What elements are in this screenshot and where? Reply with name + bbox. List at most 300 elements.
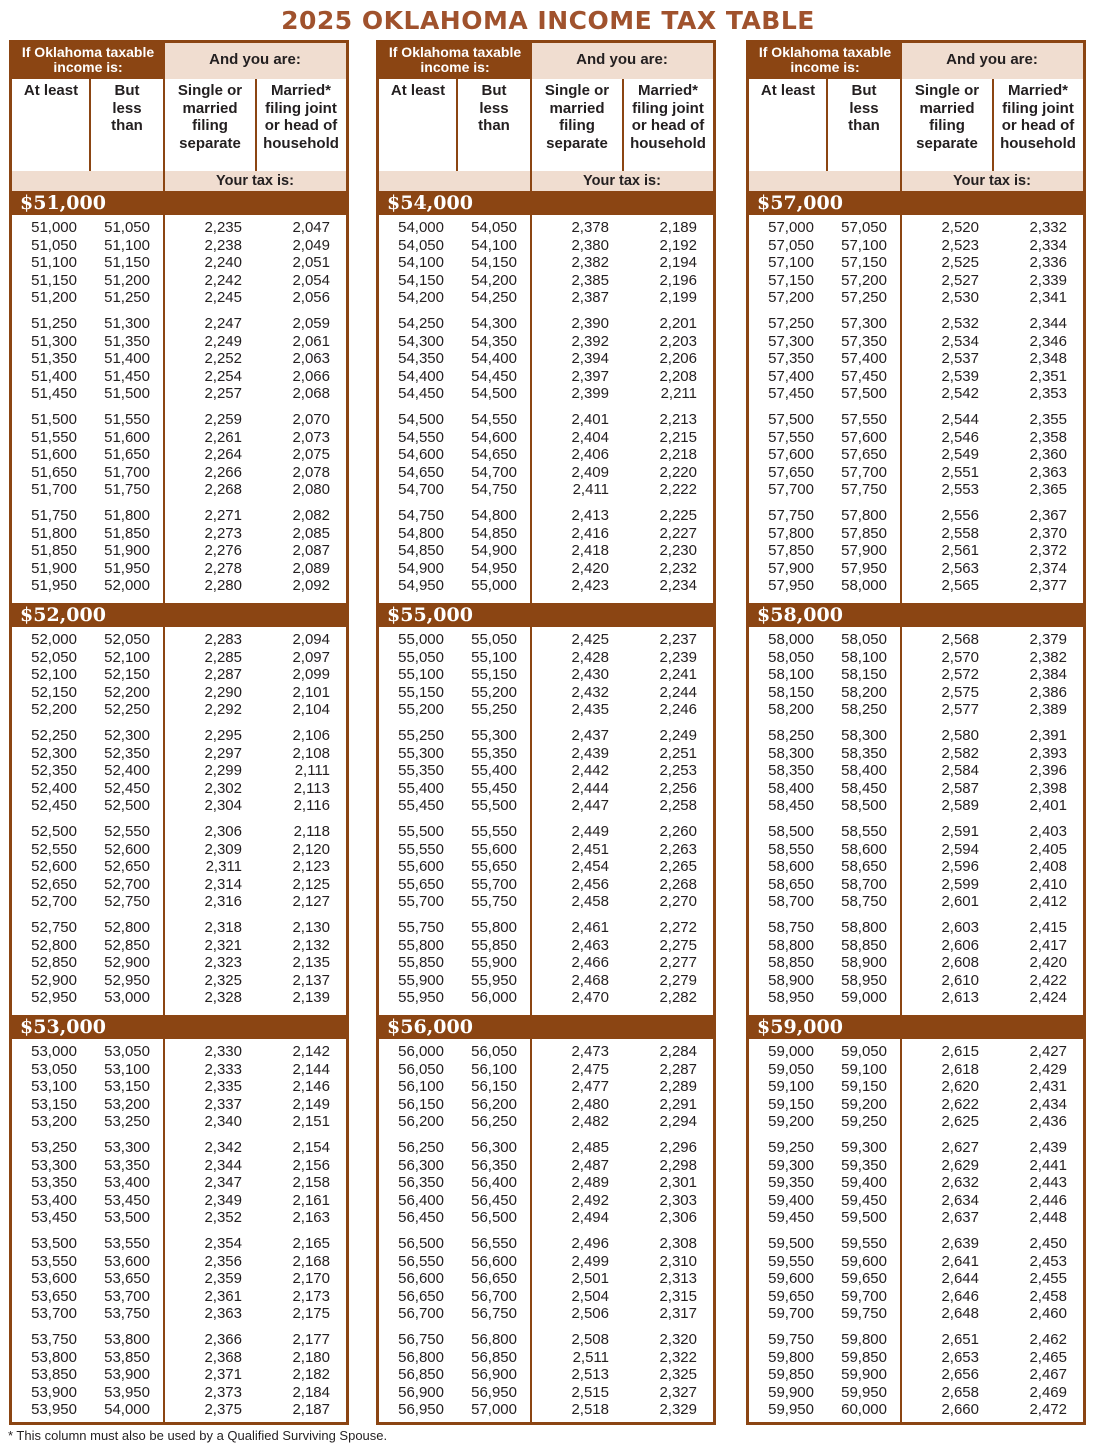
- but-less-than-value: 58,250: [841, 701, 887, 719]
- single-tax-value: 2,515: [571, 1383, 609, 1401]
- at-least-value: 53,050: [31, 1060, 77, 1078]
- but-less-than-value: 59,250: [841, 1113, 887, 1131]
- married-tax-value: 2,241: [659, 666, 697, 684]
- married-tax-value: 2,056: [292, 289, 330, 307]
- but-less-than-value: 55,900: [471, 954, 517, 972]
- single-tax-value: 2,494: [571, 1209, 609, 1227]
- table-row: [12, 727, 346, 745]
- married-tax-value: 2,429: [1029, 1060, 1067, 1078]
- at-least-value: 52,300: [31, 744, 77, 762]
- but-less-than-value: 55,050: [471, 631, 517, 648]
- single-tax-value: 2,660: [941, 1401, 979, 1419]
- but-less-than-value: 59,150: [841, 1078, 887, 1096]
- single-tax-value: 2,551: [941, 463, 979, 481]
- table-row: [12, 666, 346, 684]
- at-least-value: 51,950: [31, 577, 77, 595]
- married-tax-value: 2,348: [1029, 350, 1067, 368]
- married-tax-value: 2,303: [659, 1191, 697, 1209]
- married-tax-value: 2,263: [659, 840, 697, 858]
- but-less-than-value: 52,950: [104, 971, 150, 989]
- section-label: $59,000: [757, 1016, 843, 1038]
- single-tax-value: 2,470: [571, 989, 609, 1007]
- single-tax-value: 2,375: [204, 1401, 242, 1419]
- married-tax-value: 2,389: [1029, 701, 1067, 719]
- table-row: [749, 858, 1083, 876]
- table-row: [12, 858, 346, 876]
- but-less-than-value: 58,300: [841, 727, 887, 744]
- at-least-value: 55,300: [398, 744, 444, 762]
- but-less-than-value: 56,100: [471, 1060, 517, 1078]
- table-row: [12, 823, 346, 841]
- married-tax-value: 2,424: [1029, 989, 1067, 1007]
- married-tax-value: 2,201: [659, 315, 697, 332]
- married-tax-value: 2,101: [292, 683, 330, 701]
- table-row: [749, 631, 1083, 649]
- but-less-than-value: 52,350: [104, 744, 150, 762]
- table-row: [749, 525, 1083, 543]
- married-tax-value: 2,049: [292, 236, 330, 254]
- but-less-than-value: 58,050: [841, 631, 887, 648]
- single-tax-value: 2,340: [204, 1113, 242, 1131]
- single-tax-value: 2,651: [941, 1331, 979, 1348]
- married-tax-value: 2,289: [659, 1078, 697, 1096]
- but-less-than-value: 52,200: [104, 683, 150, 701]
- at-least-value: 51,250: [31, 315, 77, 332]
- married-tax-value: 2,382: [1029, 648, 1067, 666]
- table-row: [12, 1192, 346, 1210]
- at-least-value: 52,850: [31, 954, 77, 972]
- married-tax-value: 2,360: [1029, 446, 1067, 464]
- at-least-value: 57,300: [768, 332, 814, 350]
- but-less-than-value: 60,000: [841, 1401, 887, 1419]
- single-tax-value: 2,271: [204, 507, 242, 524]
- married-tax-value: 2,427: [1029, 1043, 1067, 1060]
- single-tax-value: 2,639: [941, 1235, 979, 1252]
- table-row: [379, 1113, 713, 1131]
- single-tax-value: 2,558: [941, 524, 979, 542]
- single-tax-value: 2,527: [941, 271, 979, 289]
- but-less-than-value: 56,650: [471, 1270, 517, 1288]
- table-row: [12, 1209, 346, 1227]
- table-row: [749, 429, 1083, 447]
- tax-column-panel: [376, 40, 716, 1425]
- table-row: [749, 1157, 1083, 1175]
- at-least-value: 54,450: [398, 385, 444, 403]
- married-tax-value: 2,370: [1029, 524, 1067, 542]
- at-least-value: 55,050: [398, 648, 444, 666]
- at-least-value: 51,200: [31, 289, 77, 307]
- at-least-value: 59,950: [768, 1401, 814, 1419]
- at-least-value: 58,650: [768, 875, 814, 893]
- single-tax-value: 2,328: [204, 989, 242, 1007]
- at-least-value: 59,750: [768, 1331, 814, 1348]
- but-less-than-value: 51,650: [104, 446, 150, 464]
- married-tax-value: 2,156: [292, 1156, 330, 1174]
- but-less-than-value: 51,100: [104, 236, 150, 254]
- married-tax-value: 2,142: [292, 1043, 330, 1060]
- table-row: [379, 1384, 713, 1402]
- at-least-value: 51,350: [31, 350, 77, 368]
- at-least-value: 51,850: [31, 542, 77, 560]
- single-tax-value: 2,466: [571, 954, 609, 972]
- table-row: [379, 560, 713, 578]
- married-tax-value: 2,458: [1029, 1287, 1067, 1305]
- at-least-value: 54,500: [398, 411, 444, 428]
- single-tax-value: 2,318: [204, 919, 242, 936]
- at-least-value: 55,950: [398, 989, 444, 1007]
- section-header: [749, 191, 1083, 215]
- at-least-value: 51,000: [31, 219, 77, 236]
- but-less-than-value: 58,800: [841, 919, 887, 936]
- married-tax-value: 2,099: [292, 666, 330, 684]
- single-tax-value: 2,273: [204, 524, 242, 542]
- but-less-than-value: 52,800: [104, 919, 150, 936]
- tax-column-panel: [9, 40, 349, 1425]
- single-tax-value: 2,656: [941, 1366, 979, 1384]
- table-row: [749, 684, 1083, 702]
- table-row: [12, 446, 346, 464]
- table-row: [379, 858, 713, 876]
- at-least-value: 56,250: [398, 1139, 444, 1156]
- at-least-value: 54,250: [398, 315, 444, 332]
- table-row: [749, 919, 1083, 937]
- single-tax-value: 2,302: [204, 779, 242, 797]
- single-tax-value: 2,601: [941, 893, 979, 911]
- single-tax-value: 2,245: [204, 289, 242, 307]
- married-tax-value: 2,443: [1029, 1174, 1067, 1192]
- header-at-least: At least: [760, 82, 816, 99]
- single-tax-value: 2,287: [204, 666, 242, 684]
- but-less-than-value: 53,400: [104, 1174, 150, 1192]
- but-less-than-value: 59,500: [841, 1209, 887, 1227]
- married-tax-value: 2,184: [292, 1383, 330, 1401]
- but-less-than-value: 51,550: [104, 411, 150, 428]
- single-tax-value: 2,378: [571, 219, 609, 236]
- at-least-value: 52,150: [31, 683, 77, 701]
- single-tax-value: 2,508: [571, 1331, 609, 1348]
- married-tax-value: 2,363: [1029, 463, 1067, 481]
- but-less-than-value: 51,250: [104, 289, 150, 307]
- at-least-value: 59,550: [768, 1252, 814, 1270]
- table-row: [749, 577, 1083, 595]
- table-row: [749, 560, 1083, 578]
- at-least-value: 59,800: [768, 1348, 814, 1366]
- but-less-than-value: 58,500: [841, 797, 887, 815]
- table-row: [749, 1401, 1083, 1419]
- table-row: [379, 464, 713, 482]
- header-divider: [456, 79, 458, 171]
- single-tax-value: 2,404: [571, 428, 609, 446]
- married-tax-value: 2,068: [292, 385, 330, 403]
- single-tax-value: 2,397: [571, 367, 609, 385]
- single-tax-value: 2,625: [941, 1113, 979, 1131]
- table-row: [379, 1192, 713, 1210]
- single-tax-value: 2,648: [941, 1305, 979, 1323]
- single-tax-value: 2,399: [571, 385, 609, 403]
- but-less-than-value: 57,500: [841, 385, 887, 403]
- table-row: [12, 684, 346, 702]
- single-tax-value: 2,411: [572, 481, 609, 499]
- at-least-value: 56,200: [398, 1113, 444, 1131]
- table-row: [379, 631, 713, 649]
- but-less-than-value: 58,150: [841, 666, 887, 684]
- table-row: [379, 954, 713, 972]
- but-less-than-value: 59,800: [841, 1331, 887, 1348]
- table-row: [749, 1043, 1083, 1061]
- but-less-than-value: 54,400: [471, 350, 517, 368]
- header-single: Single or married filing separate: [914, 82, 980, 152]
- at-least-value: 56,700: [398, 1305, 444, 1323]
- table-row: [749, 797, 1083, 815]
- married-tax-value: 2,279: [659, 971, 697, 989]
- table-row: [12, 507, 346, 525]
- at-least-value: 58,300: [768, 744, 814, 762]
- at-least-value: 51,650: [31, 463, 77, 481]
- column-header: [379, 43, 713, 191]
- married-tax-value: 2,315: [659, 1287, 697, 1305]
- at-least-value: 59,700: [768, 1305, 814, 1323]
- table-row: [749, 333, 1083, 351]
- married-tax-value: 2,294: [659, 1113, 697, 1131]
- at-least-value: 55,100: [398, 666, 444, 684]
- married-tax-value: 2,365: [1029, 481, 1067, 499]
- but-less-than-value: 57,550: [841, 411, 887, 428]
- table-row: [379, 1366, 713, 1384]
- single-tax-value: 2,257: [204, 385, 242, 403]
- table-row: [12, 289, 346, 307]
- but-less-than-value: 52,700: [104, 875, 150, 893]
- married-tax-value: 2,472: [1029, 1401, 1067, 1419]
- single-tax-value: 2,449: [571, 823, 609, 840]
- married-tax-value: 2,211: [660, 385, 697, 403]
- table-row: [379, 289, 713, 307]
- single-tax-value: 2,297: [204, 744, 242, 762]
- married-tax-value: 2,063: [292, 350, 330, 368]
- header-your-tax-is: Your tax is:: [164, 171, 346, 191]
- married-tax-value: 2,410: [1029, 875, 1067, 893]
- at-least-value: 58,150: [768, 683, 814, 701]
- married-tax-value: 2,408: [1029, 858, 1067, 876]
- married-tax-value: 2,082: [292, 507, 330, 524]
- header-if-oklahoma: If Oklahoma taxable income is:: [379, 43, 531, 79]
- at-least-value: 55,500: [398, 823, 444, 840]
- but-less-than-value: 54,350: [471, 332, 517, 350]
- but-less-than-value: 57,150: [841, 254, 887, 272]
- single-tax-value: 2,482: [571, 1113, 609, 1131]
- married-tax-value: 2,208: [659, 367, 697, 385]
- married-tax-value: 2,334: [1029, 236, 1067, 254]
- at-least-value: 51,050: [31, 236, 77, 254]
- single-tax-value: 2,356: [204, 1252, 242, 1270]
- section-label: $53,000: [20, 1016, 106, 1038]
- but-less-than-value: 55,750: [471, 893, 517, 911]
- table-row: [12, 333, 346, 351]
- at-least-value: 52,550: [31, 840, 77, 858]
- married-tax-value: 2,417: [1029, 936, 1067, 954]
- but-less-than-value: 56,150: [471, 1078, 517, 1096]
- single-tax-value: 2,568: [941, 631, 979, 648]
- married-tax-value: 2,439: [1029, 1139, 1067, 1156]
- but-less-than-value: 56,500: [471, 1209, 517, 1227]
- table-row: [379, 333, 713, 351]
- section-label: $55,000: [387, 604, 473, 626]
- at-least-value: 55,150: [398, 683, 444, 701]
- at-least-value: 51,300: [31, 332, 77, 350]
- but-less-than-value: 52,000: [104, 577, 150, 595]
- but-less-than-value: 59,750: [841, 1305, 887, 1323]
- but-less-than-value: 57,100: [841, 236, 887, 254]
- single-tax-value: 2,496: [571, 1235, 609, 1252]
- married-tax-value: 2,104: [292, 701, 330, 719]
- married-tax-value: 2,291: [659, 1095, 697, 1113]
- married-tax-value: 2,161: [292, 1191, 330, 1209]
- married-tax-value: 2,168: [292, 1252, 330, 1270]
- at-least-value: 57,550: [768, 428, 814, 446]
- at-least-value: 54,650: [398, 463, 444, 481]
- but-less-than-value: 57,950: [841, 559, 887, 577]
- table-row: [749, 823, 1083, 841]
- but-less-than-value: 56,400: [471, 1174, 517, 1192]
- at-least-value: 58,000: [768, 631, 814, 648]
- single-tax-value: 2,352: [204, 1209, 242, 1227]
- but-less-than-value: 57,050: [841, 219, 887, 236]
- table-row: [12, 272, 346, 290]
- married-tax-value: 2,165: [292, 1235, 330, 1252]
- single-tax-value: 2,387: [571, 289, 609, 307]
- table-row: [12, 464, 346, 482]
- single-tax-value: 2,504: [571, 1287, 609, 1305]
- single-tax-value: 2,480: [571, 1095, 609, 1113]
- table-row: [749, 1349, 1083, 1367]
- at-least-value: 53,700: [31, 1305, 77, 1323]
- tax-column-panel: [746, 40, 1086, 1425]
- single-tax-value: 2,268: [204, 481, 242, 499]
- but-less-than-value: 56,750: [471, 1305, 517, 1323]
- married-tax-value: 2,358: [1029, 428, 1067, 446]
- but-less-than-value: 55,850: [471, 936, 517, 954]
- table-row: [749, 1366, 1083, 1384]
- married-tax-value: 2,070: [292, 411, 330, 428]
- header-and-you-are: And you are:: [531, 43, 713, 79]
- married-tax-value: 2,453: [1029, 1252, 1067, 1270]
- single-tax-value: 2,276: [204, 542, 242, 560]
- table-row: [12, 989, 346, 1007]
- single-tax-value: 2,373: [204, 1383, 242, 1401]
- table-row: [379, 666, 713, 684]
- table-row: [749, 1270, 1083, 1288]
- but-less-than-value: 52,250: [104, 701, 150, 719]
- single-tax-value: 2,442: [571, 762, 609, 780]
- single-tax-value: 2,330: [204, 1043, 242, 1060]
- table-row: [749, 1174, 1083, 1192]
- but-less-than-value: 56,000: [471, 989, 517, 1007]
- at-least-value: 56,550: [398, 1252, 444, 1270]
- table-row: [379, 1043, 713, 1061]
- single-tax-value: 2,463: [571, 936, 609, 954]
- table-row: [749, 1061, 1083, 1079]
- at-least-value: 52,750: [31, 919, 77, 936]
- but-less-than-value: 57,650: [841, 446, 887, 464]
- single-tax-value: 2,335: [204, 1078, 242, 1096]
- single-tax-value: 2,553: [941, 481, 979, 499]
- at-least-value: 59,050: [768, 1060, 814, 1078]
- married-tax-value: 2,120: [292, 840, 330, 858]
- table-row: [12, 1331, 346, 1349]
- single-tax-value: 2,544: [941, 411, 979, 428]
- table-row: [12, 237, 346, 255]
- table-row: [379, 1157, 713, 1175]
- married-tax-value: 2,234: [659, 577, 697, 595]
- but-less-than-value: 51,900: [104, 542, 150, 560]
- married-tax-value: 2,301: [659, 1174, 697, 1192]
- married-tax-value: 2,320: [659, 1331, 697, 1348]
- married-tax-value: 2,351: [1029, 367, 1067, 385]
- table-row: [379, 1235, 713, 1253]
- table-row: [749, 937, 1083, 955]
- single-tax-value: 2,385: [571, 271, 609, 289]
- married-tax-value: 2,227: [659, 524, 697, 542]
- single-tax-value: 2,447: [571, 797, 609, 815]
- table-row: [749, 762, 1083, 780]
- single-tax-value: 2,575: [941, 683, 979, 701]
- married-tax-value: 2,078: [292, 463, 330, 481]
- table-row: [12, 385, 346, 403]
- married-tax-value: 2,265: [659, 858, 697, 876]
- at-least-value: 55,250: [398, 727, 444, 744]
- table-row: [749, 464, 1083, 482]
- but-less-than-value: 58,400: [841, 762, 887, 780]
- but-less-than-value: 55,300: [471, 727, 517, 744]
- but-less-than-value: 57,450: [841, 367, 887, 385]
- but-less-than-value: 55,650: [471, 858, 517, 876]
- but-less-than-value: 56,700: [471, 1287, 517, 1305]
- single-tax-value: 2,432: [571, 683, 609, 701]
- but-less-than-value: 57,000: [471, 1401, 517, 1419]
- but-less-than-value: 59,400: [841, 1174, 887, 1192]
- single-tax-value: 2,249: [204, 332, 242, 350]
- at-least-value: 58,750: [768, 919, 814, 936]
- single-tax-value: 2,247: [204, 315, 242, 332]
- table-row: [379, 219, 713, 237]
- single-tax-value: 2,444: [571, 779, 609, 797]
- but-less-than-value: 51,700: [104, 463, 150, 481]
- single-tax-value: 2,603: [941, 919, 979, 936]
- single-tax-value: 2,437: [571, 727, 609, 744]
- single-tax-value: 2,392: [571, 332, 609, 350]
- single-tax-value: 2,475: [571, 1060, 609, 1078]
- but-less-than-value: 57,400: [841, 350, 887, 368]
- table-row: [379, 411, 713, 429]
- section-header: [12, 191, 346, 215]
- table-row: [12, 368, 346, 386]
- but-less-than-value: 55,550: [471, 823, 517, 840]
- table-row: [12, 1043, 346, 1061]
- at-least-value: 59,400: [768, 1191, 814, 1209]
- but-less-than-value: 54,250: [471, 289, 517, 307]
- married-tax-value: 2,180: [292, 1348, 330, 1366]
- table-row: [379, 350, 713, 368]
- header-and-you-are: And you are:: [901, 43, 1083, 79]
- married-tax-value: 2,282: [659, 989, 697, 1007]
- table-row: [12, 780, 346, 798]
- table-row: [749, 1096, 1083, 1114]
- married-tax-value: 2,182: [292, 1366, 330, 1384]
- but-less-than-value: 54,000: [104, 1401, 150, 1419]
- at-least-value: 56,900: [398, 1383, 444, 1401]
- at-least-value: 56,850: [398, 1366, 444, 1384]
- but-less-than-value: 53,900: [104, 1366, 150, 1384]
- single-tax-value: 2,458: [571, 893, 609, 911]
